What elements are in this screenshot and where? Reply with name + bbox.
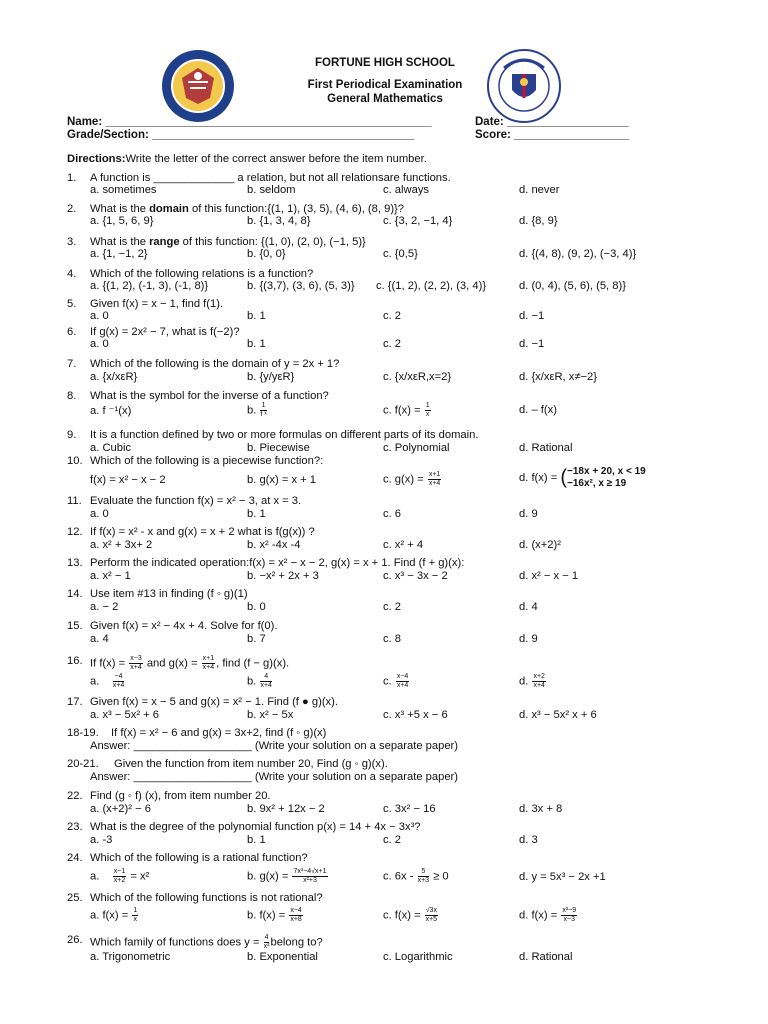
question-stem: Which of the following functions is not rational?	[90, 892, 323, 904]
name-date-row	[67, 116, 707, 130]
question-stem: Which of the following is the domain of y = 2x + 1?	[90, 358, 340, 370]
option-a[interactable]: a. {x/xεR}	[90, 371, 138, 383]
directions	[67, 153, 427, 165]
option-d[interactable]: d. 9	[519, 508, 538, 520]
option-b[interactable]: b. $\frac{4}{x+4}$	[247, 673, 272, 689]
answer-line[interactable]: Answer: ___________________ (Write your solution on a separate paper)	[90, 740, 458, 752]
option-b[interactable]: b. Exponential	[247, 951, 318, 963]
option-c[interactable]: c. 2	[383, 601, 402, 613]
question-number: 1.	[67, 172, 77, 184]
subject-title: General Mathematics	[327, 93, 443, 105]
option-d[interactable]: d. f(x) = $\frac{\text{x²−9}}{x-3}$	[519, 907, 577, 923]
option-a[interactable]: a. − 2	[90, 601, 119, 613]
option-d[interactable]: d. (0, 4), (5, 6), (5, 8)}	[519, 280, 626, 292]
option-c[interactable]: c. f(x) = $\frac{1}{x}$	[383, 402, 430, 418]
question-number: 15.	[67, 620, 83, 632]
option-d[interactable]: d. x² − x − 1	[519, 570, 579, 582]
option-c[interactable]: c. x³ − 3x − 2	[383, 570, 448, 582]
option-b[interactable]: b. 1	[247, 834, 266, 846]
option-a[interactable]: a. x² − 1	[90, 570, 131, 582]
option-a[interactable]: a. x² + 3x+ 2	[90, 539, 153, 551]
question-number: 26.	[67, 934, 83, 946]
option-a[interactable]: a. $\frac{-4}{x+4}$	[90, 673, 125, 689]
option-b[interactable]: b. 1	[247, 338, 266, 350]
option-c[interactable]: c. always	[383, 184, 430, 196]
question-stem: Evaluate the function f(x) = x² − 3, at x = 3.	[90, 495, 302, 507]
option-a[interactable]: a. x³ − 5x² + 6	[90, 709, 160, 721]
option-a[interactable]: a. Cubic	[90, 442, 132, 454]
exam-title: First Periodical Examination	[307, 79, 463, 91]
question-number: 24.	[67, 852, 83, 864]
option-b[interactable]: b. {1, 3, 4, 8}	[247, 215, 311, 227]
question-stem: If g(x) = 2x² − 7, what is f(−2)?	[90, 326, 240, 338]
question-stem: If f(x) = x² - x and g(x) = x + 2 what is f(g(x)) ?	[90, 526, 315, 538]
question-stem: Given the function from item number 20, Find (g ◦ g)(x).	[114, 758, 388, 770]
option-d[interactable]: d. {(4, 8), (9, 2), (−3, 4)}	[519, 248, 637, 260]
question-number: 2.	[67, 203, 77, 215]
option-c[interactable]: c. 2	[383, 834, 402, 846]
option-a[interactable]: a. Trigonometric	[90, 951, 171, 963]
question-stem: It is a function defined by two or more formulas on different parts of its domain.	[90, 429, 479, 441]
score-field[interactable]: Score: __________________	[475, 129, 630, 141]
option-c[interactable]: c. {3, 2, −1, 4}	[383, 215, 453, 227]
piecewise-definition: −18x + 20, x < 19 −16x², x ≥ 19	[567, 466, 646, 489]
question-stem: What is the symbol for the inverse of a function?	[90, 390, 329, 402]
option-d[interactable]: d. y = 5x³ − 2x +1	[519, 871, 606, 883]
question-stem: What is the degree of the polynomial function p(x) = 14 + 4x − 3x³?	[90, 821, 421, 833]
option-d[interactable]: d. f(x) = ( −18x + 20, x < 19 −16x², x ≥ 19	[519, 466, 646, 489]
option-b[interactable]: b. g(x) = $\frac{\text{7x³−4√x+1}}{\text{x²+3}}$	[247, 868, 327, 884]
option-c[interactable]: c. $\frac{x-4}{x+4}$	[383, 673, 409, 689]
option-a[interactable]: a. f(x) = $\frac{1}{x}$	[90, 907, 138, 923]
school-logo	[160, 48, 236, 124]
option-d[interactable]: d. Rational	[519, 951, 573, 963]
question-stem: Given f(x) = x² − 4x + 4. Solve for f(0).	[90, 620, 278, 632]
option-a[interactable]: a. 4	[90, 633, 109, 645]
option-b[interactable]: b. {(3,7), (3, 6), (5, 3)}	[247, 280, 355, 292]
option-d[interactable]: d. 3x + 8	[519, 803, 563, 815]
question-number: 10.	[67, 455, 83, 467]
directions-text: Write the letter of the correct answer before the item number.	[125, 153, 427, 165]
option-c[interactable]: c. x³ +5 x − 6	[383, 709, 448, 721]
option-b[interactable]: b. f(x) = $\frac{x-4}{x+8}$	[247, 907, 302, 923]
option-c[interactable]: c. f(x) = $\frac{√3x}{x+5}$	[383, 907, 438, 923]
option-b[interactable]: b. 1	[247, 508, 266, 520]
question-number: 12.	[67, 526, 83, 538]
option-d[interactable]: d. (x+2)²	[519, 539, 561, 551]
option-d[interactable]: d. never	[519, 184, 560, 196]
option-d[interactable]: d. {8, 9}	[519, 215, 558, 227]
option-b[interactable]: b. x² − 5x	[247, 709, 294, 721]
question-number: 16.	[67, 655, 83, 667]
option-c[interactable]: c. 2	[383, 338, 402, 350]
question-number: 20-21.	[67, 758, 99, 770]
grade-score-row	[67, 129, 707, 143]
question-number: 17.	[67, 696, 83, 708]
option-a[interactable]: a. sometimes	[90, 184, 157, 196]
exam-header	[270, 56, 500, 106]
option-a[interactable]: a. {1, −1, 2}	[90, 248, 148, 260]
name-field[interactable]: Name: ___________________________________________________	[67, 116, 432, 128]
option-c[interactable]: c. {(1, 2), (2, 2), (3, 4)}	[376, 280, 487, 292]
fraction: $\frac{x+1}{x+4}$	[428, 471, 441, 487]
fraction: $\frac{1}{\text{f ˣ}}$	[260, 402, 267, 418]
option-c[interactable]: c. 6	[383, 508, 402, 520]
option-c[interactable]: c. x² + 4	[383, 539, 424, 551]
question-number: 6.	[67, 326, 77, 338]
question-number: 14.	[67, 588, 83, 600]
question-stem: Find (g ◦ f) (x), from item number 20.	[90, 790, 271, 802]
option-a[interactable]: a. {1, 5, 6, 9}	[90, 215, 154, 227]
directions-label: Directions:	[67, 153, 126, 165]
date-field[interactable]: Date: ___________________	[475, 116, 629, 128]
question-stem: Which family of functions does y = $\frac{4}{\text{x²}}$ belong to?	[90, 934, 323, 950]
question-number: 7.	[67, 358, 77, 370]
option-d[interactable]: d. −1	[519, 338, 545, 350]
option-b[interactable]: b. {y/yεR}	[247, 371, 295, 383]
question-stem: A function is _____________ a relation, but not all relationsare functions.	[90, 172, 451, 184]
option-a[interactable]: a. $\frac{x-1}{x+2}$ = x²	[90, 868, 150, 884]
question-stem: Given f(x) = x − 1, find f(1).	[90, 298, 224, 310]
question-number: 25.	[67, 892, 83, 904]
fraction: $\frac{1}{x}$	[425, 402, 430, 418]
question-number: 23.	[67, 821, 83, 833]
option-d[interactable]: d. 3	[519, 834, 538, 846]
option-b[interactable]: b. 7	[247, 633, 266, 645]
question-number: 4.	[67, 268, 77, 280]
option-c[interactable]: c. 3x² − 16	[383, 803, 436, 815]
question-stem: What is the range of this function: {(1, 0), (2, 0), (−1, 5)}	[90, 236, 366, 248]
option-a[interactable]: f(x) = x² − x − 2	[90, 474, 166, 486]
option-d[interactable]: d. – f(x)	[519, 404, 557, 416]
option-c[interactable]: c. 6x - $\frac{5}{x+3}$ ≥ 0	[383, 868, 449, 884]
question-stem: Which of the following is a rational function?	[90, 852, 308, 864]
option-b[interactable]: b. $\frac{1}{\text{f ˣ}}$	[247, 402, 267, 418]
option-b[interactable]: b. 0	[247, 601, 266, 613]
option-d[interactable]: d. Rational	[519, 442, 573, 454]
option-a[interactable]: a. -3	[90, 834, 113, 846]
question-number: 5.	[67, 298, 77, 310]
option-c[interactable]: c. 8	[383, 633, 402, 645]
option-c[interactable]: c. {x/xεR,x=2}	[383, 371, 452, 383]
option-b[interactable]: b. 9x² + 12x − 2	[247, 803, 325, 815]
option-b[interactable]: b. {0, 0}	[247, 248, 286, 260]
school-name: FORTUNE HIGH SCHOOL	[315, 57, 455, 69]
option-c[interactable]: c. Logarithmic	[383, 951, 453, 963]
option-d[interactable]: d. $\frac{x+2}{x+4}$	[519, 673, 545, 689]
question-stem: If f(x) = x² − 6 and g(x) = 3x+2, find (f ◦ g)(x)	[111, 727, 327, 739]
question-number: 18-19.	[67, 727, 99, 739]
option-a[interactable]: a. {(1, 2), (-1, 3), (-1, 8)}	[90, 280, 209, 292]
option-b[interactable]: b. x² -4x -4	[247, 539, 301, 551]
option-c[interactable]: c. g(x) = $\frac{x+1}{x+4}$	[383, 471, 441, 487]
option-a[interactable]: a. f ⁻¹(x)	[90, 405, 132, 417]
question-stem: Given f(x) = x − 5 and g(x) = x² − 1. Find (f ● g)(x).	[90, 696, 338, 708]
option-b[interactable]: b. −x² + 2x + 3	[247, 570, 319, 582]
question-number: 3.	[67, 236, 77, 248]
question-number: 22.	[67, 790, 83, 802]
option-d[interactable]: d. {x/xεR, x≠−2}	[519, 371, 597, 383]
option-c[interactable]: c. 2	[383, 310, 402, 322]
option-d[interactable]: d. 9	[519, 633, 538, 645]
question-number: 13.	[67, 557, 83, 569]
option-a[interactable]: a. (x+2)² − 6	[90, 803, 151, 815]
answer-line[interactable]: Answer: ___________________ (Write your solution on a separate paper)	[90, 771, 458, 783]
option-b[interactable]: b. 1	[247, 310, 266, 322]
grade-section-field[interactable]: Grade/Section: _________________________________________	[67, 129, 415, 141]
question-number: 9.	[67, 429, 77, 441]
option-d[interactable]: d. 4	[519, 601, 538, 613]
option-a[interactable]: a. 0	[90, 508, 109, 520]
question-number: 11.	[67, 495, 82, 507]
option-b[interactable]: b. g(x) = x + 1	[247, 474, 317, 486]
question-stem: What is the domain of this function:{(1, 1), (3, 5), (4, 6), (8, 9)}?	[90, 203, 405, 215]
option-b[interactable]: b. seldom	[247, 184, 296, 196]
option-a[interactable]: a. 0	[90, 310, 109, 322]
option-a[interactable]: a. 0	[90, 338, 109, 350]
option-c[interactable]: c. {0,5}	[383, 248, 418, 260]
question-stem: Which of the following relations is a function?	[90, 268, 314, 280]
question-stem: Which of the following is a piecewise function?:	[90, 455, 324, 467]
option-c[interactable]: c. Polynomial	[383, 442, 450, 454]
question-stem: Use item #13 in finding (f ◦ g)(1)	[90, 588, 248, 600]
question-number: 8.	[67, 390, 77, 402]
option-b[interactable]: b. Piecewise	[247, 442, 310, 454]
question-stem: Perform the indicated operation:f(x) = x² − x − 2, g(x) = x + 1. Find (f + g)(x):	[90, 557, 465, 569]
option-d[interactable]: d. x³ − 5x² x + 6	[519, 709, 597, 721]
option-d[interactable]: d. −1	[519, 310, 545, 322]
question-stem: If f(x) = $\frac{x-3}{x+4}$ and g(x) = $\frac{x+1}{x+4}$ , find (f − g)(x).	[90, 655, 290, 671]
